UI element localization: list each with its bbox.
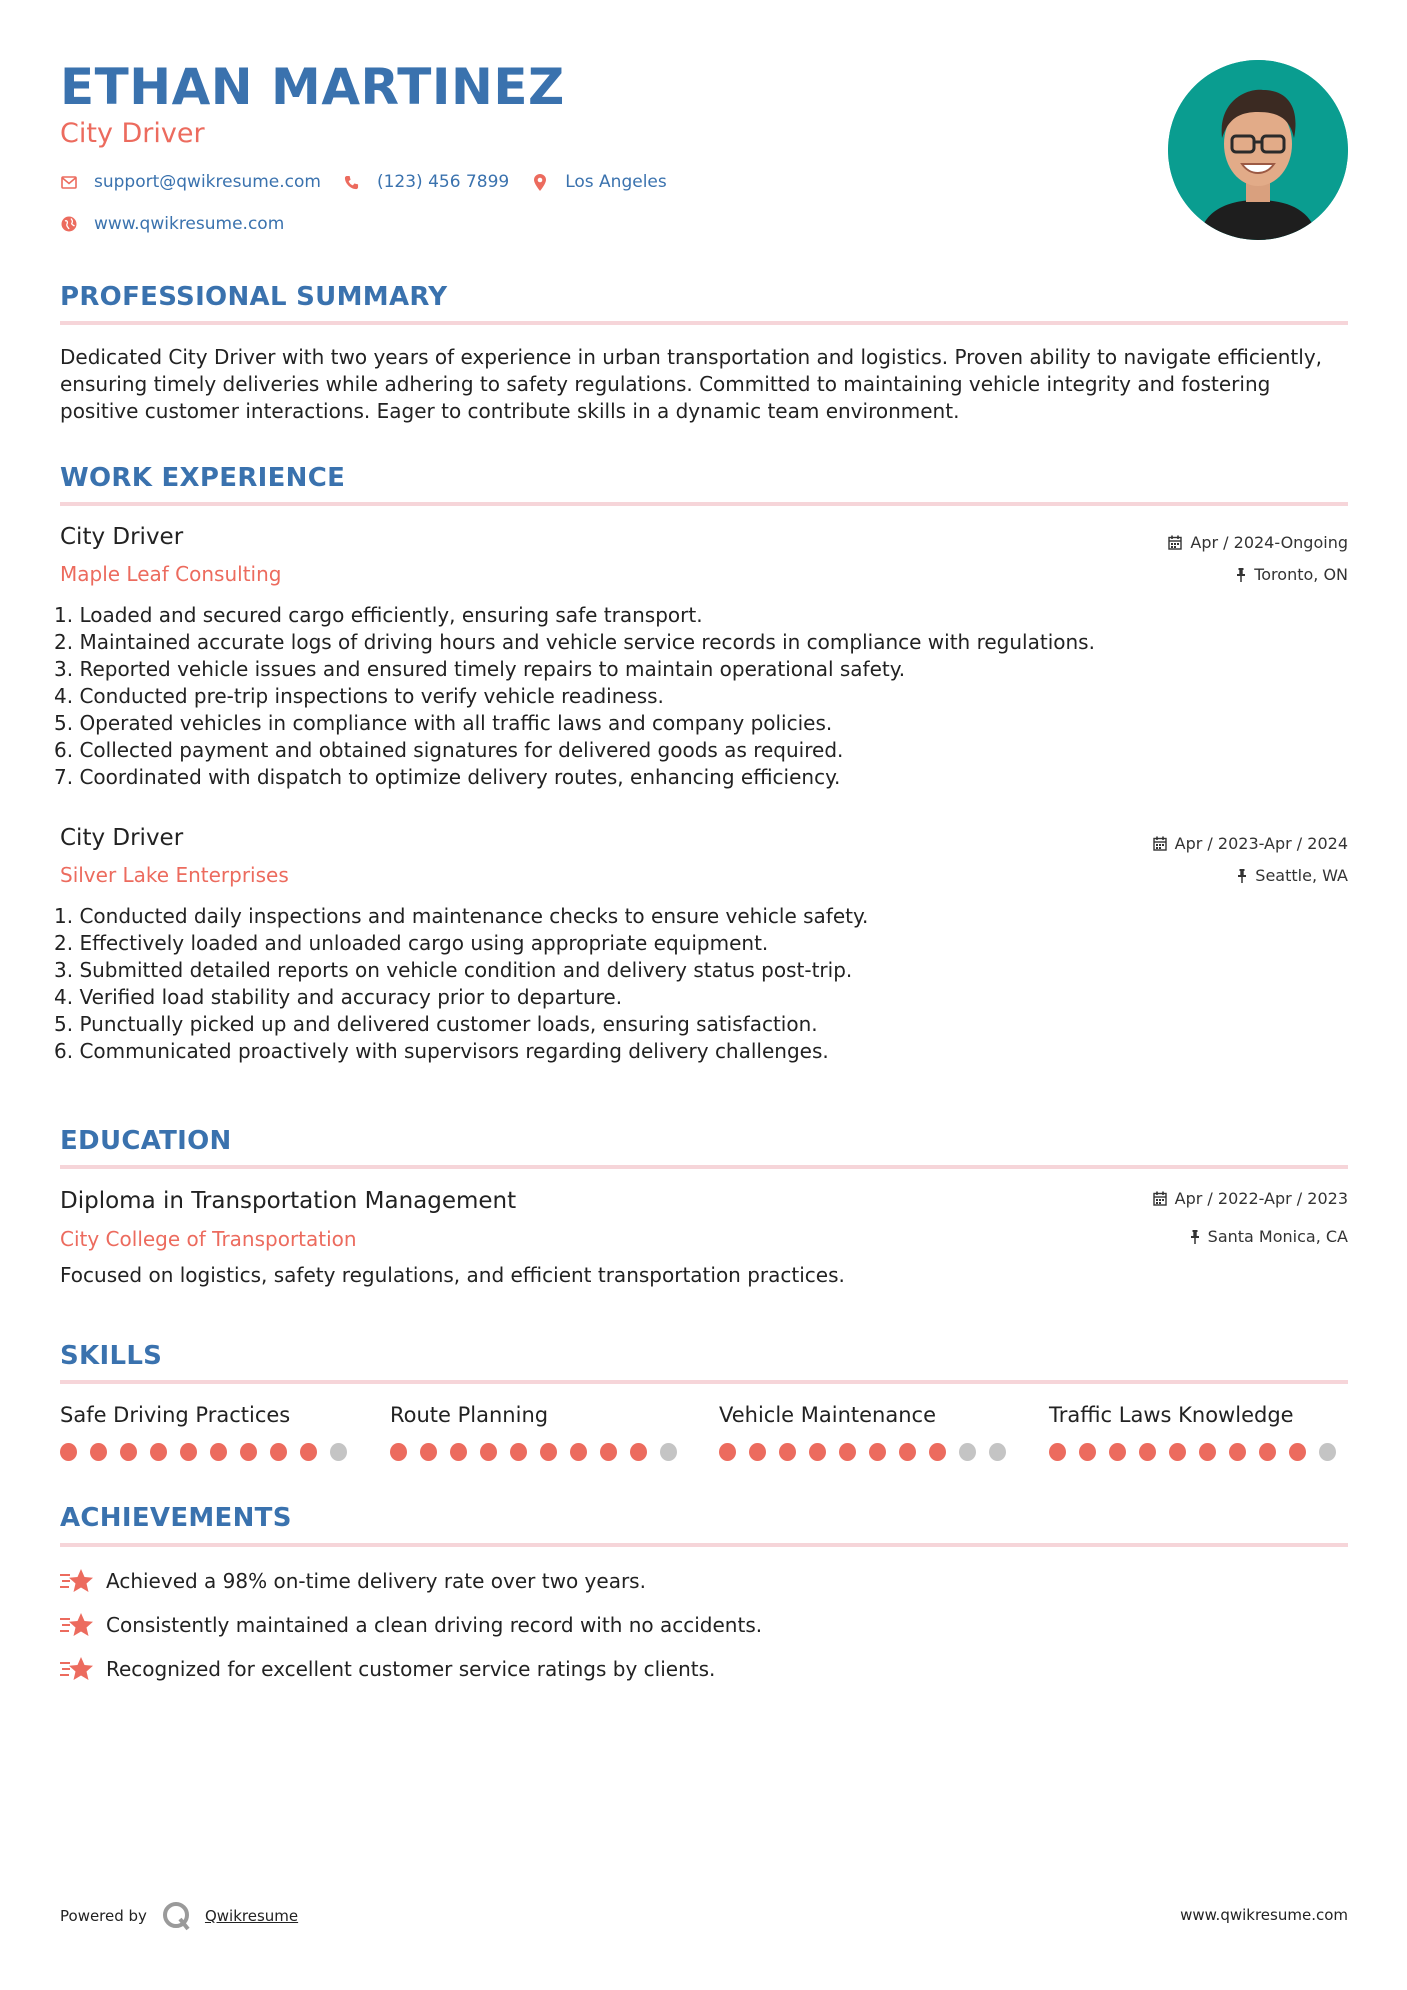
- rating-dot-filled: [1049, 1443, 1066, 1461]
- list-item: 1. Conducted daily inspections and maintenance checks to ensure vehicle safety.: [54, 904, 869, 928]
- phone-icon: [343, 173, 361, 191]
- education-location: [1190, 1227, 1348, 1246]
- skill-item: [1049, 1403, 1349, 1461]
- rating-dot-filled: [600, 1443, 617, 1461]
- rating-dot-filled: [300, 1443, 317, 1461]
- rating-dot-filled: [869, 1443, 886, 1461]
- rating-dot-filled: [1199, 1443, 1216, 1461]
- rating-dot-filled: [180, 1443, 197, 1461]
- job-company: Silver Lake Enterprises: [60, 863, 289, 887]
- job-location-text: Seattle, WA: [1255, 866, 1348, 885]
- powered-by-label: Powered by: [60, 1907, 147, 1925]
- achievements-divider: [60, 1543, 1348, 1547]
- list-item: 6. Collected payment and obtained signatures for delivered goods as required.: [54, 738, 844, 762]
- rating-dot-filled: [1229, 1443, 1246, 1461]
- job-location: [1236, 565, 1348, 584]
- rating-dot-filled: [719, 1443, 736, 1461]
- rating-dot-filled: [90, 1443, 107, 1461]
- location-pin-icon: [531, 173, 549, 191]
- skill-item: [390, 1403, 690, 1461]
- achievement-item: [60, 1654, 715, 1684]
- list-item: 3. Submitted detailed reports on vehicle condition and delivery status post-trip.: [54, 958, 853, 982]
- rating-dot-filled: [1079, 1443, 1096, 1461]
- school-name: City College of Transportation: [60, 1227, 357, 1251]
- skill-name: Vehicle Maintenance: [719, 1403, 937, 1427]
- calendar-icon: [1168, 535, 1182, 550]
- job-dates: [1153, 834, 1348, 853]
- rating-dot-filled: [480, 1443, 497, 1461]
- achievement-text: Achieved a 98% on-time delivery rate over two years.: [106, 1569, 646, 1593]
- qwikresume-link[interactable]: Qwikresume: [204, 1907, 299, 1925]
- rating-dot-filled: [390, 1443, 407, 1461]
- rating-dot-filled: [899, 1443, 916, 1461]
- rating-dot-filled: [809, 1443, 826, 1461]
- skill-name: Safe Driving Practices: [60, 1403, 291, 1427]
- globe-icon: [60, 215, 78, 233]
- summary-text: Dedicated City Driver with two years of experience in urban transportation and logistics. Proven ability to navigate efficiently, ensuring timely deliveries while adhering to safety regulations. Committed to maintaining vehicle integrity and fostering positive customer interactions. Eager to contribute skills in a dynamic team environment.: [60, 345, 1323, 423]
- list-item: 1. Loaded and secured cargo efficiently, ensuring safe transport.: [54, 603, 703, 627]
- list-item: 3. Reported vehicle issues and ensured timely repairs to maintain operational safety.: [54, 657, 906, 681]
- skill-item: [719, 1403, 1019, 1461]
- achievement-item: [60, 1610, 762, 1640]
- location-text: Los Angeles: [565, 172, 667, 192]
- job-location: [1237, 866, 1348, 885]
- skills-heading: SKILLS: [60, 1341, 163, 1371]
- skill-rating: [719, 1443, 1019, 1461]
- contact-row-1: [60, 172, 689, 192]
- email-link[interactable]: support@qwikresume.com: [94, 172, 321, 192]
- list-item: 4. Conducted pre-trip inspections to verify vehicle readiness.: [54, 684, 664, 708]
- rating-dot-empty: [660, 1443, 677, 1461]
- rating-dot-filled: [1289, 1443, 1306, 1461]
- skill-name: Traffic Laws Knowledge: [1049, 1403, 1294, 1427]
- pushpin-icon: [1236, 568, 1246, 582]
- job-company: Maple Leaf Consulting: [60, 562, 282, 586]
- calendar-icon: [1153, 836, 1167, 851]
- candidate-name: ETHAN MARTINEZ: [60, 58, 565, 116]
- degree-title: Diploma in Transportation Management: [60, 1188, 517, 1214]
- job-dates-text: Apr / 2023-Apr / 2024: [1174, 834, 1348, 853]
- rating-dot-filled: [210, 1443, 227, 1461]
- education-heading: EDUCATION: [60, 1126, 232, 1156]
- rating-dot-filled: [150, 1443, 167, 1461]
- pushpin-icon: [1190, 1230, 1200, 1244]
- education-location-text: Santa Monica, CA: [1207, 1227, 1348, 1246]
- education-description: Focused on logistics, safety regulations, and efficient transportation practices.: [60, 1263, 845, 1287]
- candidate-title: City Driver: [60, 118, 205, 149]
- rating-dot-filled: [120, 1443, 137, 1461]
- star-icon: [60, 1566, 94, 1596]
- skill-item: [60, 1403, 360, 1461]
- achievements-heading: ACHIEVEMENTS: [60, 1503, 292, 1533]
- rating-dot-filled: [240, 1443, 257, 1461]
- rating-dot-filled: [420, 1443, 437, 1461]
- job-title: City Driver: [60, 825, 184, 851]
- rating-dot-filled: [779, 1443, 796, 1461]
- contact-row-2: [60, 214, 306, 234]
- education-divider: [60, 1165, 1348, 1169]
- rating-dot-filled: [570, 1443, 587, 1461]
- list-item: 2. Maintained accurate logs of driving hours and vehicle service records in compliance with regulations.: [54, 630, 1095, 654]
- rating-dot-filled: [540, 1443, 557, 1461]
- calendar-icon: [1153, 1191, 1167, 1206]
- experience-divider: [60, 502, 1348, 506]
- rating-dot-filled: [1139, 1443, 1156, 1461]
- star-icon: [60, 1610, 94, 1640]
- footer-url[interactable]: www.qwikresume.com: [1180, 1906, 1348, 1924]
- job-title: City Driver: [60, 524, 184, 550]
- job-location-text: Toronto, ON: [1254, 565, 1348, 584]
- job-duties-list: [54, 602, 1344, 791]
- skills-divider: [60, 1380, 1348, 1384]
- website-link[interactable]: www.qwikresume.com: [94, 214, 285, 234]
- rating-dot-filled: [1169, 1443, 1186, 1461]
- summary-heading: PROFESSIONAL SUMMARY: [60, 282, 448, 312]
- education-dates-text: Apr / 2022-Apr / 2023: [1174, 1189, 1348, 1208]
- skill-name: Route Planning: [390, 1403, 549, 1427]
- rating-dot-empty: [959, 1443, 976, 1461]
- achievement-text: Recognized for excellent customer service ratings by clients.: [106, 1657, 716, 1681]
- list-item: 6. Communicated proactively with supervisors regarding delivery challenges.: [54, 1039, 829, 1063]
- achievement-text: Consistently maintained a clean driving record with no accidents.: [106, 1613, 763, 1637]
- list-item: 5. Punctually picked up and delivered customer loads, ensuring satisfaction.: [54, 1012, 818, 1036]
- rating-dot-filled: [60, 1443, 77, 1461]
- rating-dot-filled: [510, 1443, 527, 1461]
- email-icon: [60, 173, 78, 191]
- rating-dot-filled: [1109, 1443, 1126, 1461]
- job-dates-text: Apr / 2024-Ongoing: [1190, 533, 1348, 552]
- profile-photo: [1168, 60, 1348, 240]
- rating-dot-empty: [1319, 1443, 1336, 1461]
- experience-heading: WORK EXPERIENCE: [60, 463, 346, 493]
- list-item: 7. Coordinated with dispatch to optimize delivery routes, enhancing efficiency.: [54, 765, 841, 789]
- rating-dot-filled: [749, 1443, 766, 1461]
- skill-rating: [60, 1443, 360, 1461]
- rating-dot-filled: [270, 1443, 287, 1461]
- skill-rating: [390, 1443, 690, 1461]
- list-item: 2. Effectively loaded and unloaded cargo using appropriate equipment.: [54, 931, 769, 955]
- rating-dot-filled: [839, 1443, 856, 1461]
- qwikresume-logo-icon: [161, 1900, 193, 1932]
- skill-rating: [1049, 1443, 1349, 1461]
- star-icon: [60, 1654, 94, 1684]
- footer-powered-by: [60, 1900, 298, 1932]
- rating-dot-filled: [929, 1443, 946, 1461]
- rating-dot-empty: [989, 1443, 1006, 1461]
- list-item: 5. Operated vehicles in compliance with all traffic laws and company policies.: [54, 711, 833, 735]
- rating-dot-filled: [450, 1443, 467, 1461]
- job-dates: [1168, 533, 1348, 552]
- summary-divider: [60, 321, 1348, 325]
- rating-dot-filled: [1259, 1443, 1276, 1461]
- phone-text: (123) 456 7899: [376, 172, 510, 192]
- rating-dot-empty: [330, 1443, 347, 1461]
- rating-dot-filled: [630, 1443, 647, 1461]
- list-item: 4. Verified load stability and accuracy prior to departure.: [54, 985, 623, 1009]
- education-dates: [1153, 1189, 1348, 1208]
- job-duties-list: [54, 903, 1344, 1065]
- achievement-item: [60, 1566, 646, 1596]
- pushpin-icon: [1237, 869, 1247, 883]
